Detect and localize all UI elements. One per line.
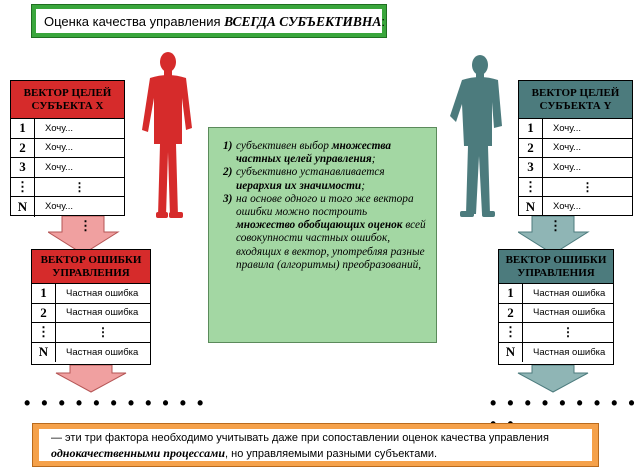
left-ellipsis: • • • • • • • • • • • <box>24 393 207 413</box>
left-down-arrow-icon <box>54 365 134 393</box>
factor-text: ; <box>371 153 376 166</box>
title-suffix: : <box>381 14 385 29</box>
error-cell: Частная ошибка <box>533 307 606 319</box>
row-number: 2 <box>32 304 56 323</box>
table-row <box>11 158 124 178</box>
row-number: ⋮ <box>519 178 543 197</box>
error-cell: Частная ошибка <box>66 346 139 358</box>
title-banner <box>31 4 387 38</box>
goal-cell: Хочу... <box>553 201 581 213</box>
title-emphasis: ВСЕГДА СУБЪЕКТИВНА <box>224 14 382 29</box>
table-row <box>499 284 613 304</box>
table-row <box>499 343 613 363</box>
subject-y-error-table <box>498 249 614 365</box>
goal-cell: Хочу... <box>45 142 73 154</box>
row-number: ⋮ <box>499 323 523 342</box>
error-cell: ⋮ <box>562 325 574 340</box>
subject-x-error-table <box>31 249 151 365</box>
factor-text: субъективно устанавливается <box>236 166 385 179</box>
table-row <box>32 323 150 343</box>
table-row <box>11 119 124 139</box>
row-number: 1 <box>519 119 543 138</box>
table-row <box>32 343 150 363</box>
row-number: 1 <box>499 284 523 303</box>
goal-cell: Хочу... <box>45 201 73 213</box>
error-cell: Частная ошибка <box>533 346 606 358</box>
row-number: ⋮ <box>11 178 35 197</box>
error-cell: Частная ошибка <box>533 287 606 299</box>
error-cell: ⋮ <box>97 325 109 340</box>
row-number: 3 <box>11 158 35 177</box>
table-row <box>519 158 632 178</box>
factor-item <box>223 193 428 272</box>
subject-x-error-header: ВЕКТОР ОШИБКИ УПРАВЛЕНИЯ <box>32 250 150 284</box>
table-row <box>519 139 632 159</box>
goal-cell: ⋮ <box>73 179 86 194</box>
arrow-dots: ⋮ <box>549 218 562 233</box>
subject-y-error-header: ВЕКТОР ОШИБКИ УПРАВЛЕНИЯ <box>499 250 613 284</box>
goal-cell: Хочу... <box>553 142 581 154</box>
factor-number: 2) <box>223 166 233 179</box>
table-row <box>11 139 124 159</box>
error-cell: Частная ошибка <box>66 307 139 319</box>
title-text <box>36 9 385 33</box>
factor-number: 1) <box>223 140 233 152</box>
goal-cell: ⋮ <box>581 179 594 194</box>
subject-x-goals-table <box>10 80 125 216</box>
right-down-arrow-icon <box>516 365 596 393</box>
right-ellipsis: • • • • • • • • • <box>490 393 638 413</box>
row-number: 2 <box>499 304 523 323</box>
table-row <box>519 178 632 198</box>
conclusion-pre: — эти три фактора необходимо учитывать даже при сопоставлении оценок качества управления <box>51 432 549 444</box>
factor-text: ; <box>361 179 365 192</box>
subject-y-figure-icon <box>446 52 508 220</box>
row-number: 3 <box>519 158 543 177</box>
factor-emphasis: множества частных целей управления <box>236 140 392 166</box>
conclusion-emphasis: однокачественными процессами <box>51 446 226 460</box>
row-number: 2 <box>11 139 35 158</box>
table-row <box>11 197 124 217</box>
subject-y-goals-table <box>518 80 633 216</box>
table-row <box>519 197 632 217</box>
subject-x-goals-header: ВЕКТОР ЦЕЛЕЙ СУБЪЕКТА Х <box>11 81 124 119</box>
row-number: 1 <box>32 284 56 303</box>
row-number: 2 <box>519 139 543 158</box>
row-number: ⋮ <box>32 323 56 342</box>
table-row <box>499 304 613 324</box>
factor-item <box>223 140 428 166</box>
title-prefix: Оценка качества управления <box>44 14 225 29</box>
table-row <box>499 323 613 343</box>
row-number: 1 <box>11 119 35 138</box>
factor-emphasis: множество обобщающих оценок <box>236 219 403 232</box>
subject-x-figure-icon <box>136 48 200 220</box>
row-number: N <box>519 197 543 217</box>
row-number: N <box>499 343 523 363</box>
factor-text: субъективен выбор <box>236 140 332 152</box>
factor-emphasis: иерархия их значимости <box>236 179 362 192</box>
factors-list <box>223 140 428 272</box>
row-number: N <box>11 197 35 217</box>
table-row <box>519 119 632 139</box>
factors-box <box>208 127 437 343</box>
factor-text: всей совокупности частных ошибок, входящих в вектор, употребляя разные правила (алгоритмы) преобразований, <box>236 219 426 271</box>
table-row <box>11 178 124 198</box>
table-row <box>32 304 150 324</box>
factor-text: на основе одного и того же вектора ошибки можно построить <box>236 192 414 219</box>
table-row <box>32 284 150 304</box>
goal-cell: Хочу... <box>45 161 73 173</box>
conclusion-text <box>39 429 592 461</box>
factor-item <box>223 166 428 192</box>
error-cell: Частная ошибка <box>66 287 139 299</box>
arrow-dots: ⋮ <box>79 218 92 233</box>
row-number: N <box>32 343 56 363</box>
goal-cell: Хочу... <box>45 122 73 134</box>
goal-cell: Хочу... <box>553 122 581 134</box>
conclusion-post: , но управляемыми разными субъектами. <box>225 448 438 460</box>
factor-number: 3) <box>223 192 233 205</box>
conclusion-banner <box>32 423 599 467</box>
goal-cell: Хочу... <box>553 161 581 173</box>
subject-y-goals-header: ВЕКТОР ЦЕЛЕЙ СУБЪЕКТА Y <box>519 81 632 119</box>
